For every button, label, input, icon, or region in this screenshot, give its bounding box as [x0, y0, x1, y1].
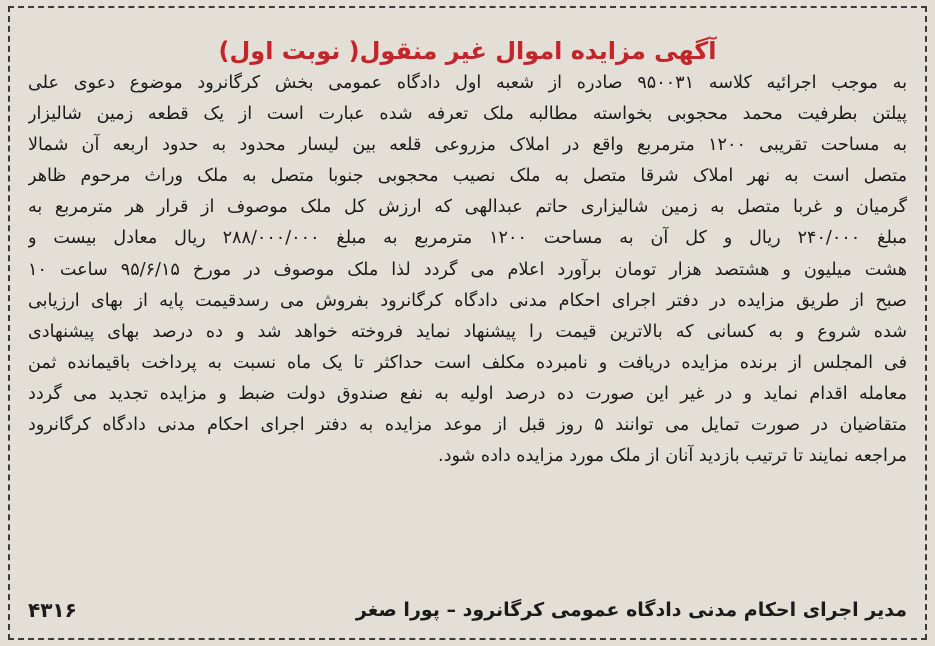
body-line: مبلغ ۲۴۰/۰۰۰ ریال و کل آن به مساحت ۱۲۰۰ مترمربع به مبلغ ۲۸۸/۰۰۰/۰۰۰ ریال معادل بیست و [28, 228, 907, 249]
body-line: فی المجلس از برنده مزایده دریافت و نامبرده مکلف است حداکثر تا یک ماه نسبت به پرداخت باقیمانده ثمن [28, 352, 907, 373]
body-line: پیلتن بطرفیت محمد محجوبی بخواسته مطالبه ملک تعرفه شده عبارت است از یک قطعه زمین شالیزار [28, 104, 907, 125]
body-line: هشت میلیون و هشتصد هزار تومان برآورد اعلام می گردد لذا ملک موصوف در مورخ ۹۵/۶/۱۵ ساعت ۱۰ [28, 259, 907, 280]
body-line: متقاضیان در صورت تمایل می توانند ۵ روز قبل از موعد مزایده به دفتر اجرای احکام مدنی دادگاه کرگانرود [28, 415, 907, 436]
body-line: صبح از طریق مزایده در دفتر اجرای احکام مدنی دادگاه کرگانرود بفروش می رسدقیمت پایه از بهای ارزیابی [28, 290, 907, 311]
body-line: مراجعه نمایند تا ترتیب بازدید آنان از ملک مورد مزایده داده شود. [438, 446, 907, 467]
signature: مدیر اجرای احکام مدنی دادگاه عمومی کرگانرود – پورا صغر [355, 599, 907, 621]
notice-body [28, 68, 907, 472]
body-line: به مساحت تقریبی ۱۲۰۰ مترمربع واقع در املاک مزروعی قلعه بین لیسار محدود به حدود اربعه آن شمالا [28, 135, 907, 156]
notice-footer [28, 594, 907, 626]
body-line: متصل است به نهر املاک شرقا متصل به ملک نصیب محجوبی جنوبا متصل به ملک وراث مرحوم ظاهر [28, 166, 907, 187]
notice-title: آگهی مزایده اموال غیر منقول( نوبت اول) [218, 37, 717, 65]
body-line: شده شروع و به کسانی که بالاترین قیمت را پیشنهاد نماید فروخته خواهد شد و ده درصد بهای پیشنهادی [28, 321, 907, 342]
body-line: معامله اقدام نماید و در غیر این صورت ده درصد اولیه به نفع صندوق دولت ضبط و مزایده تجدید می گردد [28, 383, 907, 404]
body-line: به موجب اجرائیه کلاسه ۹۵۰۰۳۱ صادره از شعبه اول دادگاه عمومی بخش کرگانرود موضوع دعوی علی [28, 73, 907, 93]
body-line: گرمیان و غربا متصل به زمین شالیزاری حاتم عبدالهی که ارزش کل ملک موصوف از قرار هر مترمربع به [28, 197, 907, 218]
notice-code: ۴۳۱۶ [28, 598, 77, 622]
